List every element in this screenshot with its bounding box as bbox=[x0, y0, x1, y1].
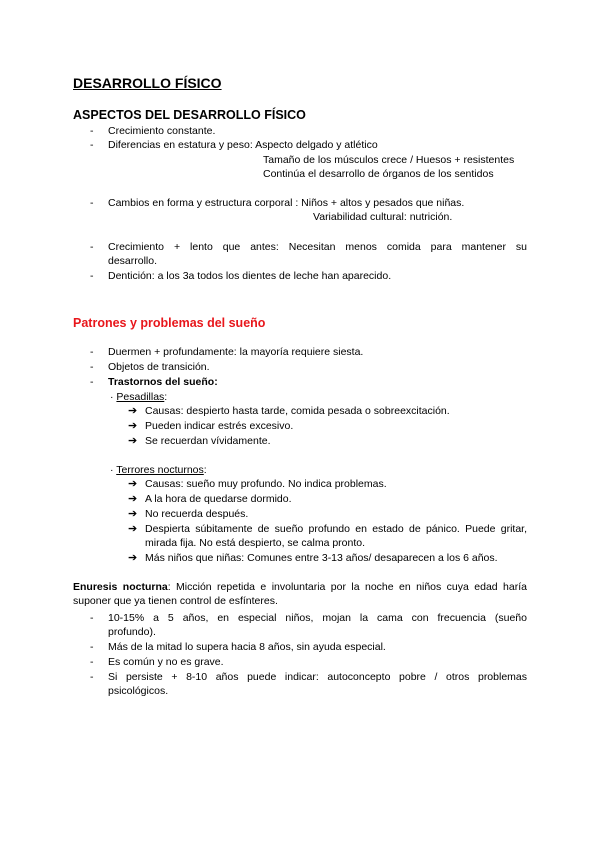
list-item-continuation: Variabilidad cultural: nutrición. bbox=[313, 211, 453, 223]
page-title: DESARROLLO FÍSICO bbox=[73, 75, 222, 91]
enuresis-term: Enuresis nocturna bbox=[73, 581, 168, 593]
list-dash: - bbox=[90, 641, 94, 653]
terrores-colon: : bbox=[203, 464, 207, 476]
list-dash: - bbox=[90, 270, 94, 282]
pesadillas-colon: : bbox=[164, 391, 168, 403]
sub-point: Causas: sueño muy profundo. No indica problemas. bbox=[145, 478, 387, 490]
arrow-icon: ➔ bbox=[128, 493, 138, 505]
enuresis-paragraph-continuation: suponer que ya tienen control de esfínteres. bbox=[73, 595, 278, 607]
list-item-continuation: Tamaño de los músculos crece / Huesos + resistentes bbox=[263, 154, 515, 166]
list-item: Objetos de transición. bbox=[108, 361, 210, 373]
subheading-pesadillas bbox=[110, 390, 167, 404]
sub-point: Despierta súbitamente de sueño profundo en estado de pánico. Puede gritar, bbox=[145, 523, 527, 535]
list-item: Más de la mitad lo supera hacia 8 años, sin ayuda especial. bbox=[108, 641, 386, 653]
arrow-icon: ➔ bbox=[128, 420, 138, 432]
list-dash: - bbox=[90, 241, 94, 253]
list-dash: - bbox=[90, 376, 94, 388]
enuresis-paragraph bbox=[73, 580, 527, 594]
terrores-label: Terrores nocturnos bbox=[116, 464, 204, 476]
list-item: Si persiste + 8-10 años puede indicar: autoconcepto pobre / otros problemas bbox=[108, 671, 527, 683]
section-heading-aspectos: ASPECTOS DEL DESARROLLO FÍSICO bbox=[73, 108, 306, 122]
bullet-dot: · bbox=[110, 464, 117, 476]
list-dash: - bbox=[90, 346, 94, 358]
enuresis-definition: : Micción repetida e involuntaria por la noche en niños cuya edad haría bbox=[167, 581, 527, 593]
list-item-continuation: Continúa el desarrollo de órganos de los sentidos bbox=[263, 168, 494, 180]
list-dash: - bbox=[90, 139, 94, 151]
bullet-dot: · bbox=[110, 391, 117, 403]
list-item: Duermen + profundamente: la mayoría requiere siesta. bbox=[108, 346, 364, 358]
arrow-icon: ➔ bbox=[128, 508, 138, 520]
sub-point: Pueden indicar estrés excesivo. bbox=[145, 420, 294, 432]
list-item: Diferencias en estatura y peso: Aspecto delgado y atlético bbox=[108, 139, 378, 151]
arrow-icon: ➔ bbox=[128, 435, 138, 447]
list-dash: - bbox=[90, 612, 94, 624]
list-dash: - bbox=[90, 361, 94, 373]
list-item-continuation: desarrollo. bbox=[108, 255, 158, 267]
sub-point: Más niños que niñas: Comunes entre 3-13 años/ desaparecen a los 6 años. bbox=[145, 552, 498, 564]
sub-point: A la hora de quedarse dormido. bbox=[145, 493, 292, 505]
subheading-terrores bbox=[110, 463, 207, 477]
pesadillas-label: Pesadillas bbox=[116, 391, 165, 403]
list-item: 10-15% a 5 años, en especial niños, mojan la cama con frecuencia (sueño bbox=[108, 612, 527, 624]
list-dash: - bbox=[90, 125, 94, 137]
arrow-icon: ➔ bbox=[128, 552, 138, 564]
list-item: Crecimiento + lento que antes: Necesitan menos comida para mantener su bbox=[108, 241, 527, 253]
list-dash: - bbox=[90, 656, 94, 668]
sub-point: Se recuerdan vívidamente. bbox=[145, 435, 271, 447]
list-item-trastornos: Trastornos del sueño: bbox=[108, 376, 218, 388]
list-item: Dentición: a los 3a todos los dientes de leche han aparecido. bbox=[108, 270, 392, 282]
list-item: Es común y no es grave. bbox=[108, 656, 224, 668]
list-item-continuation: psicológicos. bbox=[108, 685, 169, 697]
list-item-continuation: profundo). bbox=[108, 626, 156, 638]
list-item: Cambios en forma y estructura corporal : Niños + altos y pesados que niñas. bbox=[108, 197, 465, 209]
arrow-icon: ➔ bbox=[128, 523, 138, 535]
list-dash: - bbox=[90, 197, 94, 209]
section-heading-sueno: Patrones y problemas del sueño bbox=[73, 316, 266, 330]
sub-point: Causas: despierto hasta tarde, comida pesada o sobreexcitación. bbox=[145, 405, 450, 417]
sub-point: No recuerda después. bbox=[145, 508, 249, 520]
list-item: Crecimiento constante. bbox=[108, 125, 216, 137]
sub-point-continuation: mirada fija. No está despierto, se calma pronto. bbox=[145, 537, 366, 549]
arrow-icon: ➔ bbox=[128, 405, 138, 417]
arrow-icon: ➔ bbox=[128, 478, 138, 490]
list-dash: - bbox=[90, 671, 94, 683]
